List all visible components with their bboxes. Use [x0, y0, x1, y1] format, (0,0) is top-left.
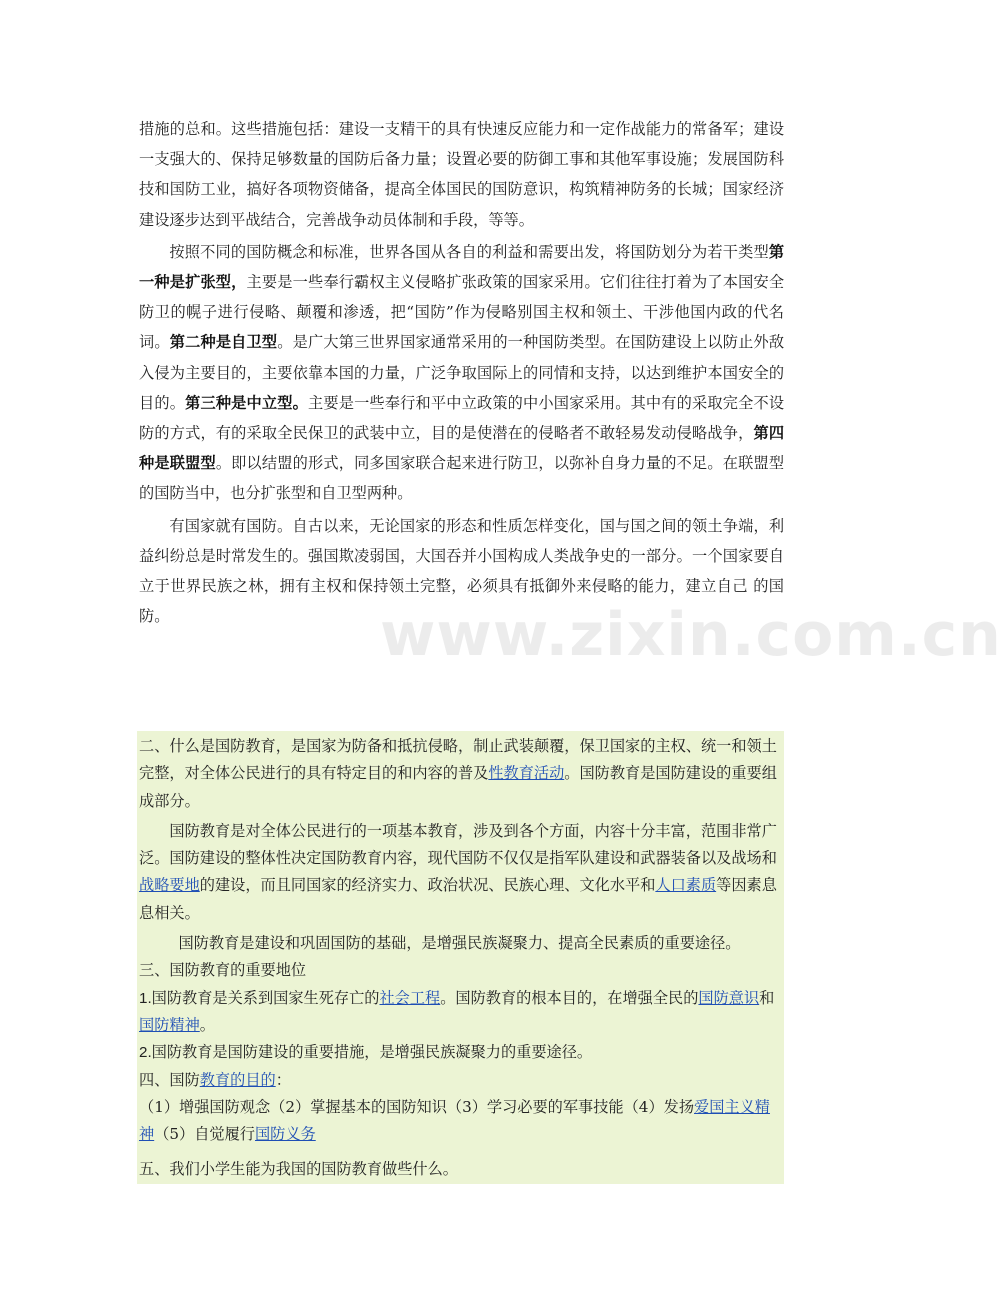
type-neutral: 第三种是中立型。	[185, 393, 308, 412]
section-5-heading: 五、我们小学生能为我国的国防教育做些什么。	[139, 1160, 458, 1179]
section-4-list: （1）增强国防观念（2）掌握基本的国防知识（3）学习必要的军事技能（4）发扬爱国主义精神（5）自觉履行国防义务	[139, 1097, 770, 1144]
highlight-text	[139, 733, 784, 1184]
section-2-definition: 二、什么是国防教育，是国家为防备和抵抗侵略，制止武装颠覆，保卫国家的主权、统一和领土完整，对全体公民进行的具有特定目的和内容的普及性教育活动。国防教育是国防建设的重要组成部分。	[139, 737, 777, 810]
section-3-item-1: 1.国防教育是关系到国家生死存亡的社会工程。国防教育的根本目的，在增强全民的国防意识和国防精神。	[139, 988, 775, 1034]
link-patriotism[interactable]: 爱国主义精神	[139, 1097, 770, 1144]
watermark: www.zixin.com.cn	[380, 600, 1002, 670]
type-alliance: 第四种是联盟型	[139, 424, 785, 473]
paragraph-defense-types: 按照不同的国防概念和标准，世界各国从各自的利益和需要出发，将国防划分为若干类型第一种是扩张型，主要是一些奉行霸权主义侵略扩张政策的国家采用。它们往往打着为了本国安全防卫的幌子进行侵略、颠覆和渗透，把“国防”作为侵略别国主权和领土、干涉他国内政的代名词。第二种是自卫型。是广大第三世界国家通常采用的一种国防类型。在国防建设上以防止外敌入侵为主要目的，主要依靠本国的力量，广泛争取国际上的同情和支持，以达到维护本国安全的目的。第三种是中立型。主要是一些奉行和平中立政策的中小国家采用。其中有的采取完全不设防的方式，有的采取全民保卫的武装中立，目的是使潜在的侵略者不敢轻易发动侵略战争，第四种是联盟型。即以结盟的形式，同多国家联合起来进行防卫，以弥补自身力量的不足。在联盟型的国防当中，也分扩张型和自卫型两种。	[139, 242, 785, 503]
section-4-heading: 四、国防教育的目的：	[139, 1070, 291, 1089]
paragraph-measures: 措施的总和。这些措施包括：建设一支精干的具有快速反应能力和一定作战能力的常备军；建设一支强大的、保持足够数量的国防后备力量；设置必要的防御工事和其他军事设施；发展国防科技和国防工业，搞好各项物资储备，提高全体国民的国防意识，构筑精神防务的长城；国家经济建设逐步达到平战结合，完善战争动员体制和手段，等等。	[139, 120, 784, 229]
section-2-content: 国防教育是对全体公民进行的一项基本教育，涉及到各个方面，内容十分丰富，范围非常广泛。国防建设的整体性决定国防教育内容，现代国防不仅仅是指军队建设和武器装备以及战场和战略要地的建设，而且同国家的经济实力、政治状况、民族心理、文化水平和人口素质等因素息息相关。	[139, 821, 777, 922]
link-strategic-location[interactable]: 战略要地	[139, 876, 200, 895]
section-2-foundation: 国防教育是建设和巩固国防的基础，是增强民族凝聚力、提高全民素质的重要途径。	[178, 934, 741, 953]
section-3-heading: 三、国防教育的重要地位	[139, 961, 307, 980]
section-3-item-2: 2.国防教育是国防建设的重要措施，是增强民族凝聚力的重要途径。	[139, 1043, 593, 1062]
type-expansion: 第一种是扩张型，	[139, 242, 784, 292]
link-defense-duty[interactable]: 国防义务	[254, 1125, 316, 1144]
link-education-purpose[interactable]: 教育的目的	[199, 1070, 276, 1089]
type-self-defense: 第二种是自卫型	[169, 333, 278, 352]
paragraph-nation-defense: 有国家就有国防。自古以来，无论国家的形态和性质怎样变化，国与国之间的领土争端，利益纠纷总是时常发生的。强国欺凌弱国，大国吞并小国构成人类战争史的一部分。一个国家要自立于世界民族之林，拥有主权和保持领土完整，必须具有抵御外来侵略的能力，建立自己 的国防。	[139, 516, 784, 626]
link-defense-spirit[interactable]: 国防精神	[139, 1015, 200, 1034]
link-population-quality[interactable]: 人口素质	[655, 876, 717, 895]
link-popular-education[interactable]: 性教育活动	[488, 764, 565, 783]
link-defense-awareness[interactable]: 国防意识	[698, 988, 760, 1007]
link-social-project[interactable]: 社会工程	[379, 988, 441, 1007]
body-text	[139, 114, 784, 631]
